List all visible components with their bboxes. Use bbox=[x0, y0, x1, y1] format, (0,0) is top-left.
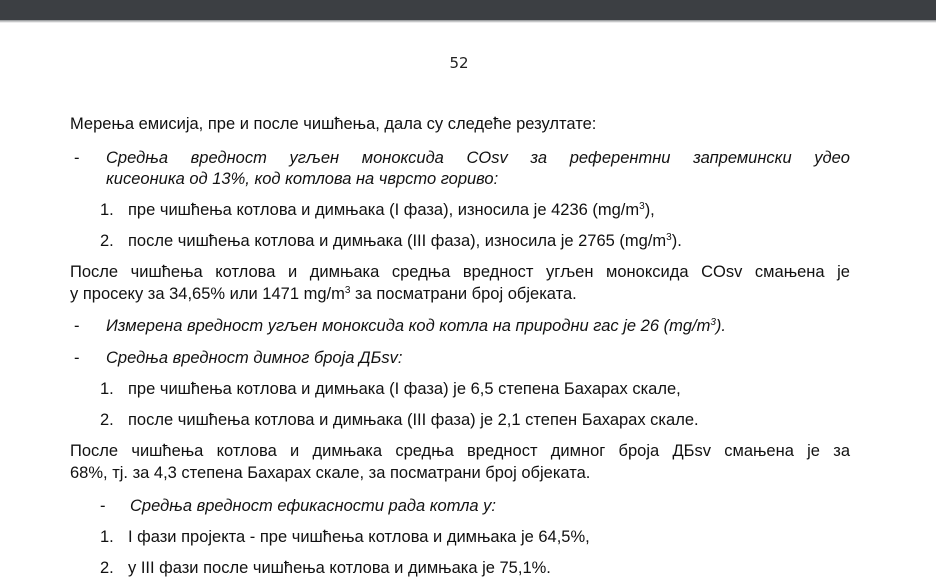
gas-measurement: Измерена вредност угљен моноксида код котла на природни гас је 26 $(mg/m^3)$. bbox=[106, 317, 727, 335]
efficiency-item-2: у III фази после чишћења котлова и димњака је 75,1%. bbox=[128, 559, 551, 577]
co-summary-line1: После чишћења котлова и димњака средња вредност угљен моноксида COsv смањена је bbox=[70, 263, 850, 281]
co-summary-line2: у просеку за 34,65% или 1471 $mg/m^3$ за посматрани број објеката. bbox=[70, 285, 577, 303]
smoke-summary-line2: 68%, тј. за 4,3 степена Бахарах скале, за посматрани број објеката. bbox=[70, 464, 591, 482]
bullet-dash: - bbox=[74, 349, 80, 367]
efficiency-heading: Средња вредност ефикасности рада котла у: bbox=[130, 497, 497, 515]
toolbar-shadow bbox=[0, 20, 936, 23]
list-number: 1. bbox=[100, 380, 114, 398]
co-average-heading-line1: Средња вредност угљен моноксида COsv за референтни запремински удео bbox=[106, 149, 850, 167]
smoke-summary-line1: После чишћења котлова и димњака средња вредност димног броја ДБsv смањена је за bbox=[70, 442, 850, 460]
intro-paragraph: Мерења емисија, пре и после чишћења, дала су следеће резултате: bbox=[70, 115, 597, 133]
efficiency-item-1: I фази пројекта - пре чишћења котлова и димњака је 64,5%, bbox=[128, 528, 590, 546]
bullet-dash: - bbox=[74, 149, 80, 167]
bullet-dash: - bbox=[100, 497, 106, 515]
smoke-item-1: пре чишћења котлова и димњака (I фаза) је 6,5 степена Бахарах скале, bbox=[128, 380, 681, 398]
smoke-heading: Средња вредност димног броја ДБsv: bbox=[106, 349, 403, 367]
viewer-toolbar bbox=[0, 0, 936, 20]
list-number: 2. bbox=[100, 232, 114, 250]
co-average-item-1: пре чишћења котлова и димњака (I фаза), износила је 4236 $(mg/m^3)$, bbox=[128, 201, 655, 219]
bullet-dash: - bbox=[74, 317, 80, 335]
co-average-item-2: после чишћења котлова и димњака (III фаза), износила је 2765 $(mg/m^3)$. bbox=[128, 232, 682, 250]
smoke-item-2: после чишћења котлова и димњака (III фаза) је 2,1 степен Бахарах скале. bbox=[128, 411, 699, 429]
list-number: 1. bbox=[100, 201, 114, 219]
list-number: 2. bbox=[100, 559, 114, 577]
list-number: 1. bbox=[100, 528, 114, 546]
page-number: 52 bbox=[449, 54, 469, 72]
list-number: 2. bbox=[100, 411, 114, 429]
co-average-heading-line2: кисеоника од 13%, код котлова на чврсто гориво: bbox=[106, 170, 499, 188]
